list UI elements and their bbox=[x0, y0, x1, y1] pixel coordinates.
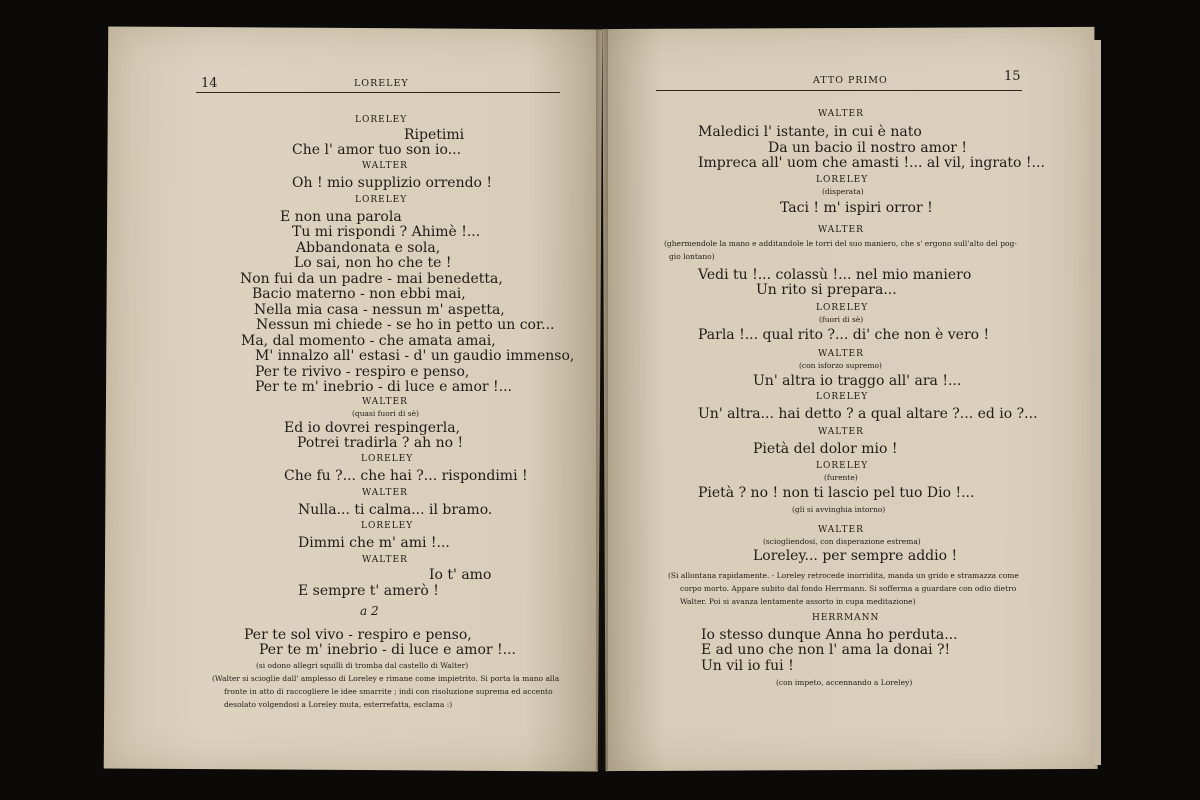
speaker: LORELEY bbox=[816, 175, 869, 185]
speaker: WALTER bbox=[818, 525, 864, 535]
stage-direction: (furente) bbox=[824, 473, 858, 482]
page-number-right: 15 bbox=[1004, 69, 1021, 84]
stage-direction: gio lontano) bbox=[669, 252, 715, 261]
verse-line: Taci ! m' ispiri orror ! bbox=[780, 200, 933, 216]
verse-line: Abbandonata e sola, bbox=[296, 240, 441, 256]
verse-line: E sempre t' amerò ! bbox=[298, 583, 439, 599]
verse-line: Un' altra io traggo all' ara !... bbox=[753, 373, 962, 389]
verse-line: Oh ! mio supplizio orrendo ! bbox=[292, 175, 493, 191]
stage-direction: fronte in atto di raccogliere le idee smarrite ; indi con risoluzione suprema ed accento bbox=[224, 687, 553, 696]
stage-direction: (Si allontana rapidamente. - Loreley retrocede inorridita, manda un grido e stramazza come bbox=[668, 571, 1019, 580]
verse-line: Un' altra... hai detto ? a qual altare ?... ed io ?... bbox=[698, 406, 1038, 422]
speaker: LORELEY bbox=[361, 521, 414, 531]
ensemble-marker: a 2 bbox=[360, 604, 379, 618]
verse-line: Maledici l' istante, in cui è nato bbox=[698, 124, 922, 140]
speaker: LORELEY bbox=[355, 195, 408, 205]
running-head-right: ATTO PRIMO bbox=[813, 75, 888, 86]
speaker: WALTER bbox=[818, 349, 864, 359]
stage-direction: corpo morto. Appare subito dal fondo Herrmann. Si sofferma a guardare con odio dietro bbox=[680, 584, 1017, 593]
stage-direction: (con impeto, accennando a Loreley) bbox=[776, 678, 913, 687]
speaker: LORELEY bbox=[816, 303, 869, 313]
left-page bbox=[104, 26, 603, 771]
verse-line: Io t' amo bbox=[429, 567, 492, 583]
verse-line: Ma, dal momento - che amata amai, bbox=[241, 333, 496, 349]
speaker: WALTER bbox=[362, 397, 408, 407]
verse-line: Per te rivivo - respiro e penso, bbox=[255, 364, 470, 380]
stage-direction: (con isforzo supremo) bbox=[799, 361, 882, 370]
verse-line: Da un bacio il nostro amor ! bbox=[768, 140, 968, 156]
verse-line: Nulla... ti calma... il bramo. bbox=[298, 502, 493, 518]
speaker: HERRMANN bbox=[812, 613, 880, 623]
speaker: WALTER bbox=[362, 488, 408, 498]
verse-line: Che fu ?... che hai ?... rispondimi ! bbox=[284, 468, 528, 484]
speaker: LORELEY bbox=[355, 115, 408, 125]
speaker: WALTER bbox=[362, 161, 408, 171]
verse-line: Un rito si prepara... bbox=[756, 282, 897, 298]
stage-direction: (sciogliendosi, con disperazione estrema) bbox=[763, 537, 921, 546]
verse-line: Lo sai, non ho che te ! bbox=[294, 255, 452, 271]
verse-line: Potrei tradirla ? ah no ! bbox=[297, 435, 464, 451]
verse-line: Per te m' inebrio - di luce e amor !... bbox=[255, 379, 512, 395]
verse-line: Ed io dovrei respingerla, bbox=[284, 420, 461, 436]
verse-line: Che l' amor tuo son io... bbox=[292, 142, 462, 158]
stage-direction: (fuori di sè) bbox=[819, 315, 864, 324]
verse-line: Dimmi che m' ami !... bbox=[298, 535, 450, 551]
verse-line: Bacio materno - non ebbi mai, bbox=[252, 286, 466, 302]
speaker: WALTER bbox=[818, 225, 864, 235]
verse-line: Io stesso dunque Anna ho perduta... bbox=[701, 627, 958, 643]
stage-direction: (gli si avvinghia intorno) bbox=[792, 505, 886, 514]
page-number-left: 14 bbox=[201, 76, 218, 91]
header-rule-left bbox=[196, 92, 560, 93]
header-rule-right bbox=[656, 90, 1022, 91]
verse-line: Tu mi rispondi ? Ahimè !... bbox=[292, 224, 481, 240]
running-head-left: LORELEY bbox=[354, 78, 409, 89]
speaker: LORELEY bbox=[816, 461, 869, 471]
verse-line: Non fui da un padre - mai benedetta, bbox=[240, 271, 503, 287]
stage-direction: Walter. Poi si avanza lentamente assorto in cupa meditazione) bbox=[680, 597, 916, 606]
verse-line: Un vil io fui ! bbox=[701, 658, 794, 674]
speaker: WALTER bbox=[362, 555, 408, 565]
verse-line: Loreley... per sempre addio ! bbox=[753, 548, 958, 564]
verse-line: Nessun mi chiede - se ho in petto un cor... bbox=[256, 317, 555, 333]
verse-line: Pietà del dolor mio ! bbox=[753, 441, 898, 457]
verse-line: E ad uno che non l' ama la donai ?! bbox=[701, 642, 951, 658]
verse-line: Vedi tu !... colassù !... nel mio maniero bbox=[698, 267, 972, 283]
stage-direction: (disperata) bbox=[822, 187, 864, 196]
stage-direction: (ghermendole la mano e additandole le torri del suo maniero, che s' ergono sull'alto del pog- bbox=[664, 239, 1017, 248]
stage-direction: (quasi fuori di sè) bbox=[352, 409, 419, 418]
stage-direction: (si odono allegri squilli di tromba dal castello di Walter) bbox=[256, 661, 469, 670]
speaker: WALTER bbox=[818, 109, 864, 119]
verse-line: M' innalzo all' estasi - d' un gaudio immenso, bbox=[255, 348, 575, 364]
verse-line: Per te m' inebrio - di luce e amor !... bbox=[259, 642, 516, 658]
book-gutter bbox=[596, 28, 608, 770]
speaker: WALTER bbox=[818, 427, 864, 437]
verse-line: Pietà ? no ! non ti lascio pel tuo Dio !... bbox=[698, 485, 975, 501]
verse-line: Impreca all' uom che amasti !... al vil, ingrato !... bbox=[698, 155, 1045, 171]
verse-line: Parla !... qual rito ?... di' che non è vero ! bbox=[698, 327, 990, 343]
verse-line: Ripetimi bbox=[404, 127, 465, 143]
verse-line: Nella mia casa - nessun m' aspetta, bbox=[254, 302, 505, 318]
verse-line: Per te sol vivo - respiro e penso, bbox=[244, 627, 472, 643]
speaker: LORELEY bbox=[361, 454, 414, 464]
page-edge bbox=[1093, 40, 1101, 765]
stage-direction: desolato volgendosi a Loreley muta, esterrefatta, esclama :) bbox=[224, 700, 453, 709]
stage-direction: (Walter si scioglie dall' amplesso di Loreley e rimane come impietrito. Si porta la mano alla bbox=[212, 674, 560, 683]
speaker: LORELEY bbox=[816, 392, 869, 402]
verse-line: E non una parola bbox=[280, 209, 402, 225]
